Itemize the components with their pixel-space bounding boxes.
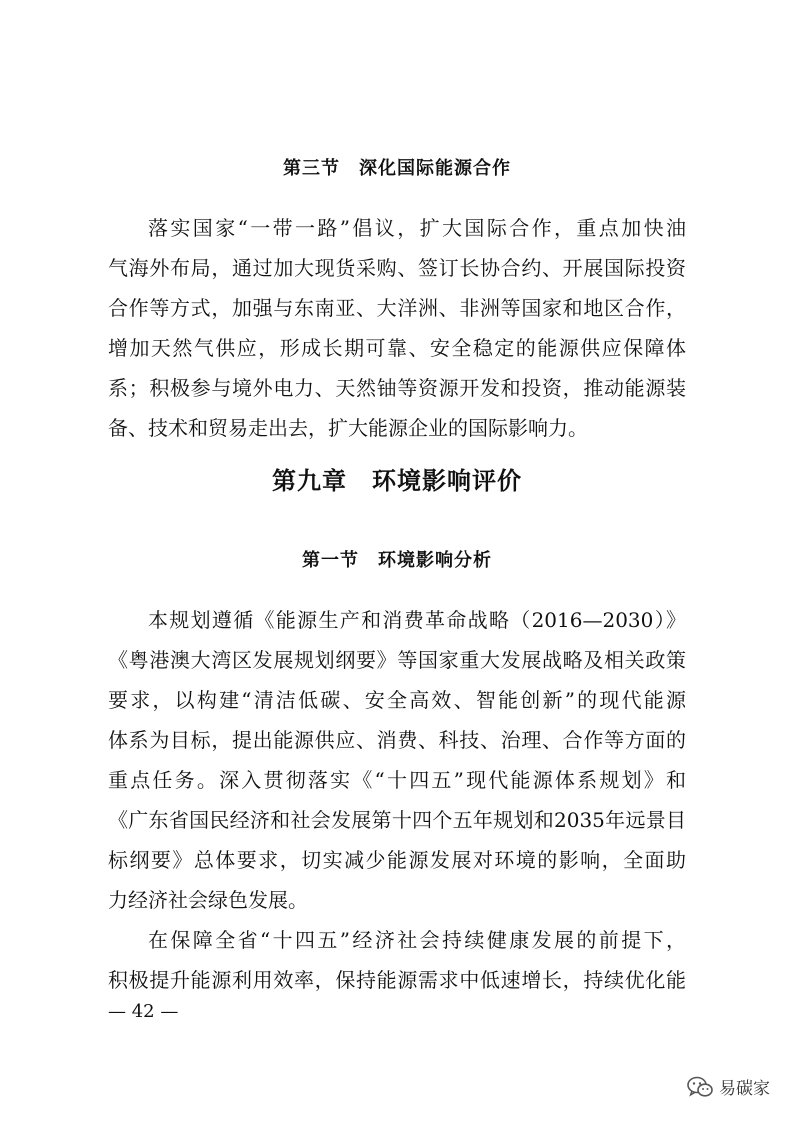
paragraph-1-line: 力经济社会绿色发展。 xyxy=(108,888,308,912)
paragraph-1-line: 《粤港澳大湾区发展规划纲要》等国家重大发展战略及相关政策 xyxy=(108,648,686,672)
paragraph-1-line: 重点任务。深入贯彻落实《“十四五”现代能源体系规划》和 xyxy=(108,768,686,792)
paragraph-1-line: 标纲要》总体要求，切实减少能源发展对环境的影响，全面助 xyxy=(108,848,686,872)
paragraph-2-line: 积极提升能源利用效率，保持能源需求中低速增长，持续优化能 xyxy=(108,968,686,992)
paragraph-1-line: 本规划遵循《能源生产和消费革命战略（2016—2030）》 xyxy=(148,608,686,632)
section-3-line: 系；积极参与境外电力、天然铀等资源开发和投资，推动能源装 xyxy=(108,376,686,400)
watermark-text: 易碳家 xyxy=(719,1079,770,1099)
wechat-icon xyxy=(687,1076,713,1098)
section-3-line: 合作等方式，加强与东南亚、大洋洲、非洲等国家和地区合作， xyxy=(108,296,686,320)
section-3-line: 增加天然气供应，形成长期可靠、安全稳定的能源供应保障体 xyxy=(108,336,686,360)
page-number: — 42 — xyxy=(108,1001,179,1022)
paragraph-2-line: 在保障全省“十四五”经济社会持续健康发展的前提下， xyxy=(148,928,686,952)
section-title-1: 第一节 环境影响分析 xyxy=(302,550,492,571)
paragraph-1-line: 《广东省国民经济和社会发展第十四个五年规划和2035年远景目 xyxy=(108,808,686,832)
chapter-title-9: 第九章 环境影响评价 xyxy=(272,466,522,495)
section-title-3: 第三节 深化国际能源合作 xyxy=(283,158,511,179)
paragraph-1-line: 体系为目标，提出能源供应、消费、科技、治理、合作等方面的 xyxy=(108,728,686,752)
section-3-line: 备、技术和贸易走出去，扩大能源企业的国际影响力。 xyxy=(108,416,588,440)
section-3-line: 气海外布局，通过加大现货采购、签订长协合约、开展国际投资 xyxy=(108,256,686,280)
section-3-line: 落实国家“一带一路”倡议，扩大国际合作，重点加快油 xyxy=(148,216,686,240)
paragraph-1-line: 要求，以构建“清洁低碳、安全高效、智能创新”的现代能源 xyxy=(108,688,686,712)
source-watermark xyxy=(687,1074,770,1099)
